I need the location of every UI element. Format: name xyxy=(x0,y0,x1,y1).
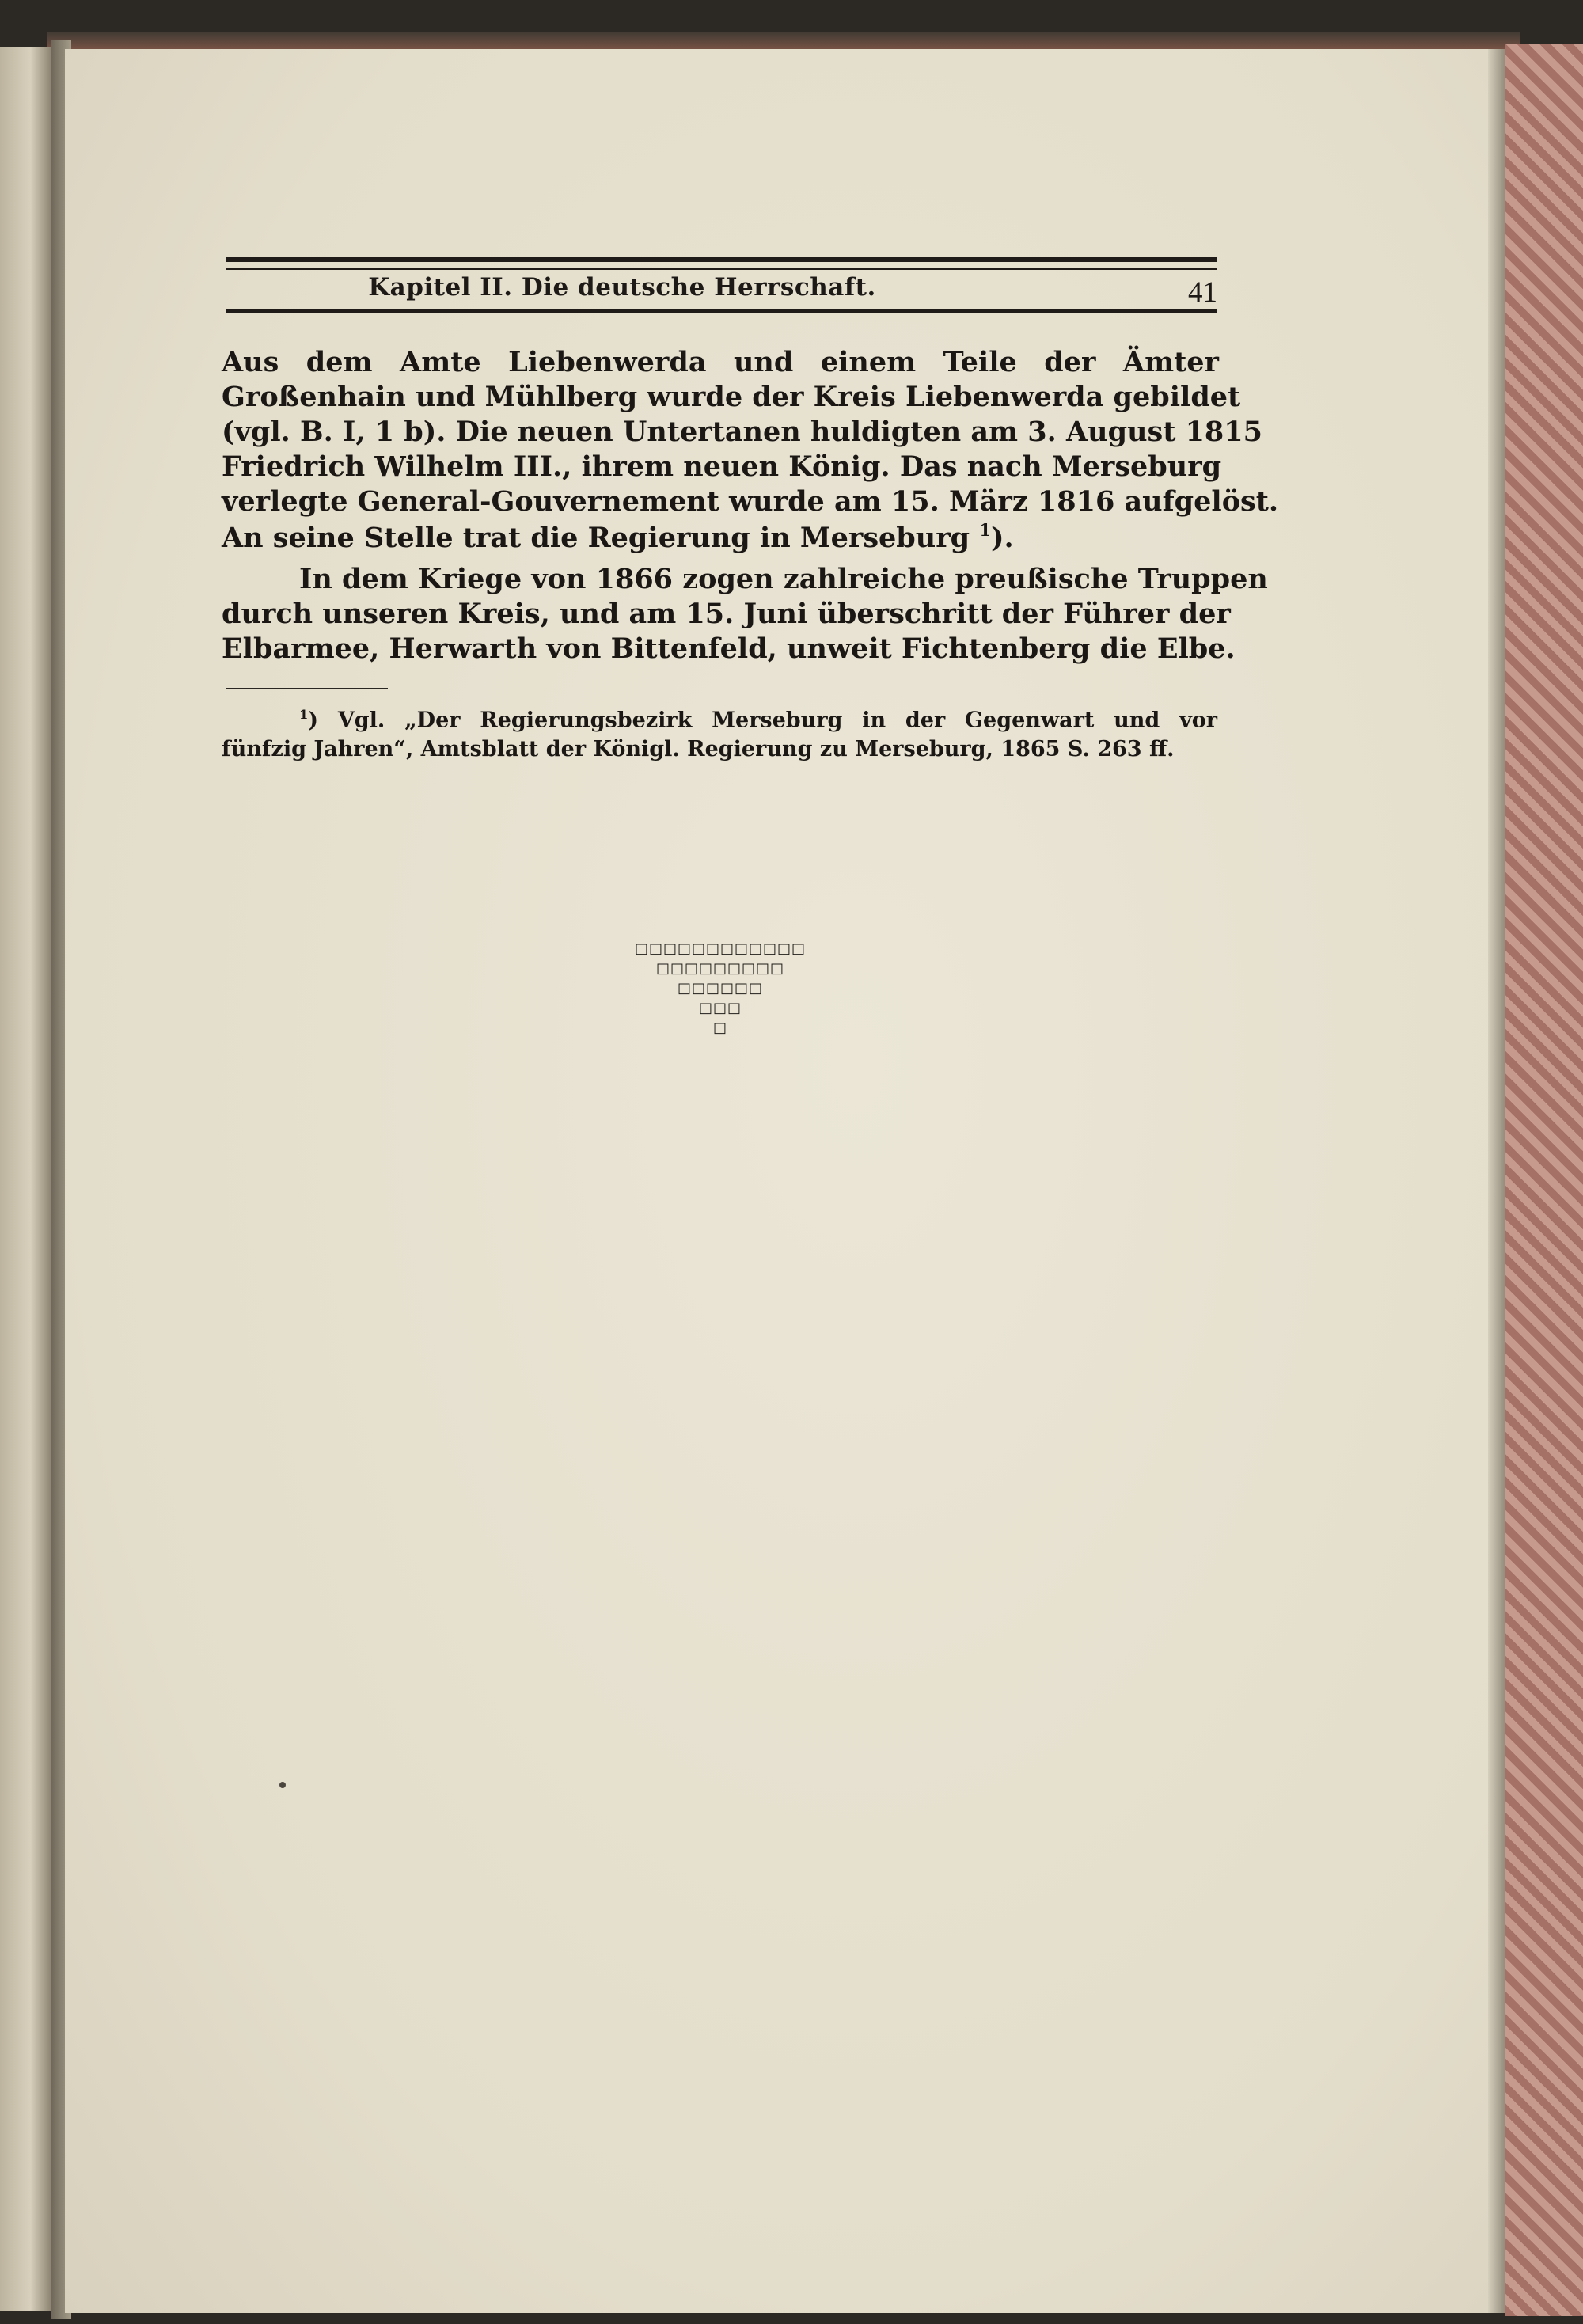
left-page-edge xyxy=(0,47,51,2311)
paragraph1-last-line xyxy=(222,520,1219,554)
running-title: Kapitel II. Die deutsche Herrschaft. xyxy=(368,273,876,302)
ornament-row: □□□ xyxy=(698,1000,742,1016)
footnote-rule xyxy=(226,688,388,689)
paragraph2-line: durch unseren Kreis, und am 15. Juni überschritt der Führer der xyxy=(222,598,1231,630)
book-cover-edge xyxy=(1505,44,1583,2316)
footnote-line: fünfzig Jahren“, Amtsblatt der Königl. Regierung zu Merseburg, 1865 S. 263 ff. xyxy=(222,737,1175,761)
footnote-line xyxy=(222,707,1217,732)
triangle-ornament xyxy=(602,939,839,1038)
paragraph1-line: (vgl. B. I, 1 b). Die neuen Untertanen huldigten am 3. August 1815 xyxy=(222,416,1262,448)
paragraph2-line: In dem Kriege von 1866 zogen zahlreiche preußische Truppen xyxy=(299,563,1268,595)
ornament-row: □□□□□□□□□□□□ xyxy=(634,940,807,957)
header-rule-bottom xyxy=(226,309,1217,313)
paragraph2-line: Elbarmee, Herwarth von Bittenfeld, unweit Fichtenberg die Elbe. xyxy=(222,632,1236,665)
paragraph1-line: Aus dem Amte Liebenwerda und einem Teile der Ämter xyxy=(222,346,1219,378)
header-rule-top xyxy=(226,257,1217,262)
paragraph1-line: Großenhain und Mühlberg wurde der Kreis Liebenwerda gebildet xyxy=(222,381,1241,413)
footnote-reference: 1 xyxy=(979,520,991,540)
paper-speck xyxy=(279,1782,286,1788)
footnote-text: ) Vgl. „Der Regierungsbezirk Merseburg in der Gegenwart und vor xyxy=(308,708,1217,733)
paragraph1-line: verlegte General-Gouvernement wurde am 15. März 1816 aufgelöst. xyxy=(222,485,1279,518)
paragraph1-line: Friedrich Wilhelm III., ihrem neuen König. Das nach Merseburg xyxy=(222,450,1222,483)
ornament-row: □□□□□□ xyxy=(677,980,764,997)
ornament-row: □ xyxy=(712,1020,727,1036)
page-edge xyxy=(1488,49,1507,2313)
paragraph1-line: An seine Stelle trat die Regierung in Merseburg xyxy=(222,521,970,554)
footnote-reference-close: ). xyxy=(990,521,1014,554)
footnote-marker: 1 xyxy=(299,707,309,722)
header-rule-thin xyxy=(226,268,1217,270)
page-number: 41 xyxy=(1188,276,1217,309)
ornament-row: □□□□□□□□□ xyxy=(655,960,785,977)
